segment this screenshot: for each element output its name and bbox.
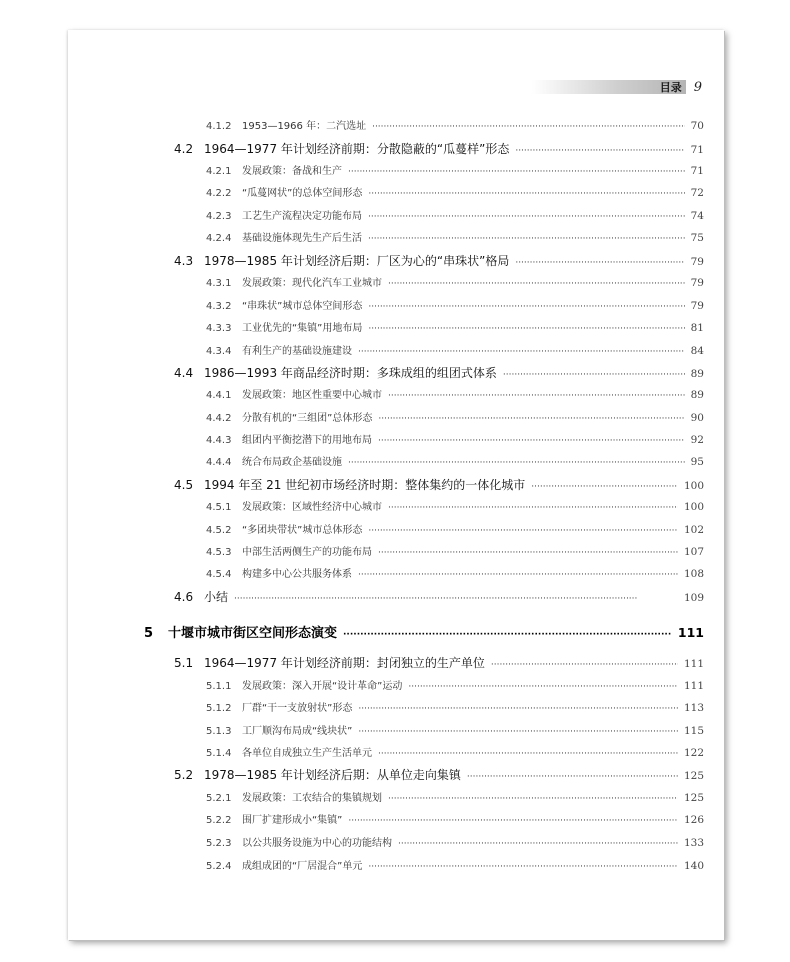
toc-entry-title: 1978—1985 年计划经济后期：从单位走向集镇 <box>204 768 461 782</box>
dot-leader <box>368 189 684 199</box>
dot-leader <box>388 794 678 804</box>
toc-entry-page: 79 <box>690 277 704 289</box>
toc-entry-title: 组团内平衡挖潜下的用地布局 <box>242 435 372 446</box>
toc-entry-title: 有利生产的基础设施建设 <box>242 346 352 357</box>
toc-entry-number: 4.2.3 <box>206 211 232 222</box>
dot-leader <box>408 682 678 692</box>
toc-section-entry[interactable] <box>174 252 704 269</box>
dot-leader <box>348 458 685 468</box>
toc-subsection-entry[interactable] <box>206 162 704 177</box>
toc-entry-title: 1978—1985 年计划经济后期：厂区为心的“串珠状”格局 <box>204 254 510 268</box>
dot-leader <box>358 570 678 580</box>
dot-leader <box>378 749 678 759</box>
toc-entry-title: 1953—1966 年：二汽选址 <box>242 121 367 132</box>
toc-entry-title: 中部生活两侧生产的功能布局 <box>242 547 372 558</box>
dot-leader <box>467 772 678 782</box>
toc-section-entry[interactable] <box>174 140 704 157</box>
toc-entry-title: “多团块带状”城市总体形态 <box>242 525 363 536</box>
dot-leader <box>372 122 685 132</box>
toc-entry-title: 1986—1993 年商品经济时期：多珠成组的组团式体系 <box>204 366 497 380</box>
toc-subsection-entry[interactable] <box>206 274 704 289</box>
dot-leader <box>515 258 684 268</box>
toc-entry-number: 4.3.1 <box>206 278 232 289</box>
dot-leader <box>368 324 684 334</box>
toc-entry-page: 89 <box>690 389 704 401</box>
dot-leader <box>358 727 678 737</box>
toc-entry-number: 4.2.1 <box>206 166 232 177</box>
toc-entry-number: 4.3.2 <box>206 301 232 312</box>
toc-subsection-entry[interactable] <box>206 297 704 312</box>
toc-subsection-entry[interactable] <box>206 565 704 580</box>
toc-section-entry[interactable] <box>174 476 704 493</box>
dot-leader <box>368 212 685 222</box>
dot-leader <box>368 526 678 536</box>
dot-leader <box>398 839 678 849</box>
toc-entry-number: 4.3.4 <box>206 346 232 357</box>
toc-entry-page: 72 <box>690 187 704 199</box>
toc-entry-title: 1994 年至 21 世纪初市场经济时期：整体集约的一体化城市 <box>204 478 526 492</box>
toc-entry-number: 4.4.2 <box>206 413 232 424</box>
header-page-number: 9 <box>693 79 702 95</box>
toc-entry-number: 4.5.2 <box>206 525 232 536</box>
toc-entry-title: 发展政策：深入开展“设计革命”运动 <box>242 681 403 692</box>
dot-leader <box>388 391 685 401</box>
toc-entry-page: 111 <box>683 658 704 670</box>
dot-leader <box>358 347 685 357</box>
toc-entry-title: “串珠状”城市总体空间形态 <box>242 301 363 312</box>
toc-entry-page: 122 <box>683 747 704 759</box>
toc-subsection-entry[interactable] <box>206 543 704 558</box>
toc-entry-number: 4.5.1 <box>206 502 232 513</box>
dot-leader <box>348 167 685 177</box>
toc-subsection-entry[interactable] <box>206 834 704 849</box>
toc-entry-number: 4.5.3 <box>206 547 232 558</box>
toc-entry-page: 84 <box>690 345 704 357</box>
toc-entry-number: 4.2 <box>174 142 194 156</box>
toc-entry-page: 100 <box>683 480 704 492</box>
toc-subsection-entry[interactable] <box>206 117 704 132</box>
toc-entry-title: 成组成团的“厂居混合”单元 <box>242 861 363 872</box>
dot-leader <box>515 146 684 156</box>
toc-subsection-entry[interactable] <box>206 319 704 334</box>
toc-entry-number: 5.1.2 <box>206 703 232 714</box>
toc-entry-title: 工艺生产流程决定功能布局 <box>242 211 362 222</box>
toc-entry-title: “瓜蔓网状”的总体空间形态 <box>242 188 363 199</box>
toc-entry-page: 113 <box>683 702 704 714</box>
toc-entry-number: 5.2.4 <box>206 861 232 872</box>
dot-leader <box>388 503 678 513</box>
toc-chapter-entry[interactable] <box>144 622 704 641</box>
toc-subsection-entry[interactable] <box>206 207 704 222</box>
toc-entry-title: 小结 <box>204 590 229 604</box>
toc-entry-title: 工业优先的“集镇”用地布局 <box>242 323 363 334</box>
dot-leader <box>368 862 678 872</box>
toc-entry-title: 1964—1977 年计划经济前期：封闭独立的生产单位 <box>204 656 485 670</box>
toc-entry-number: 5.1.3 <box>206 726 232 737</box>
toc-entry-page: 126 <box>683 814 704 826</box>
toc-subsection-entry[interactable] <box>206 498 704 513</box>
toc-subsection-entry[interactable] <box>206 744 704 759</box>
toc-entry-title: 发展政策：区域性经济中心城市 <box>242 502 382 513</box>
toc-entry-title: 基础设施体现先生产后生活 <box>242 233 362 244</box>
toc-entry-number: 4.5.4 <box>206 569 232 580</box>
toc-section-entry[interactable] <box>174 364 704 381</box>
toc-entry-page: 111 <box>683 680 704 692</box>
toc-entry-number: 5.2.3 <box>206 838 232 849</box>
toc-entry-number: 4.2.4 <box>206 233 232 244</box>
toc-entry-number: 5.1.4 <box>206 748 232 759</box>
toc-entry-title: 统合布局政企基础设施 <box>242 457 342 468</box>
dot-leader <box>378 436 685 446</box>
toc-entry-number: 5.2.2 <box>206 815 232 826</box>
toc-entry-page: 111 <box>677 625 704 640</box>
toc-subsection-entry[interactable] <box>206 722 704 737</box>
toc-entry-number: 5.2.1 <box>206 793 232 804</box>
toc-section-entry[interactable] <box>174 766 704 783</box>
toc-subsection-entry[interactable] <box>206 453 704 468</box>
toc-entry-page: 133 <box>683 837 704 849</box>
toc-entry-title: 构建多中心公共服务体系 <box>242 569 352 580</box>
toc-entry-title: 十堰市城市街区空间形态演变 <box>168 626 338 641</box>
toc-entry-page: 89 <box>690 368 704 380</box>
toc-entry-page: 107 <box>683 546 704 558</box>
toc-section-entry[interactable] <box>174 654 704 671</box>
toc-entry-page: 70 <box>690 120 704 132</box>
toc-entry-page: 92 <box>690 434 704 446</box>
toc-entry-number: 4.4 <box>174 366 194 380</box>
toc-subsection-entry[interactable] <box>206 184 704 199</box>
toc-entry-page: 81 <box>690 322 704 334</box>
toc-entry-page: 71 <box>690 144 704 156</box>
dot-leader <box>348 816 678 826</box>
toc-entry-title: 发展政策：现代化汽车工业城市 <box>242 278 382 289</box>
toc-entry-page: 125 <box>683 770 704 782</box>
toc-entry-title: 厂群“干一支放射状”形态 <box>242 703 353 714</box>
toc-entry-title: 发展政策：地区性重要中心城市 <box>242 390 382 401</box>
toc-entry-page: 108 <box>683 568 704 580</box>
toc-entry-number: 5.1.1 <box>206 681 232 692</box>
toc-entry-page: 79 <box>690 300 704 312</box>
dot-leader <box>343 630 672 640</box>
toc-entry-number: 4.2.2 <box>206 188 232 199</box>
toc-subsection-entry[interactable] <box>206 229 704 244</box>
toc-entry-page: 95 <box>690 456 704 468</box>
toc-entry-page: 140 <box>683 860 704 872</box>
toc-entry-number: 4.4.4 <box>206 457 232 468</box>
toc-subsection-entry[interactable] <box>206 342 704 357</box>
toc-entry-number: 4.5 <box>174 478 194 492</box>
toc-entry-page: 125 <box>683 792 704 804</box>
toc-subsection-entry[interactable] <box>206 789 704 804</box>
toc-section-entry[interactable] <box>174 588 704 605</box>
toc-entry-number: 4.1.2 <box>206 121 232 132</box>
dot-leader <box>491 660 678 670</box>
header-title: 目录 <box>659 81 682 94</box>
toc-entry-page: 115 <box>683 725 704 737</box>
toc-entry-number: 5.2 <box>174 768 194 782</box>
toc-entry-title: 发展政策：工农结合的集镇规划 <box>242 793 382 804</box>
toc-entry-number: 4.4.3 <box>206 435 232 446</box>
dot-leader <box>503 370 685 380</box>
toc-subsection-entry[interactable] <box>206 386 704 401</box>
toc-entry-title: 各单位自成独立生产生活单元 <box>242 748 372 759</box>
toc-entry-page: 71 <box>690 165 704 177</box>
dot-leader <box>368 234 685 244</box>
toc-entry-page: 75 <box>690 232 704 244</box>
toc-entry-title: 发展政策：备战和生产 <box>242 166 342 177</box>
toc-subsection-entry[interactable] <box>206 521 704 536</box>
toc-entry-title: 1964—1977 年计划经济前期：分散隐蔽的“瓜蔓样”形态 <box>204 142 510 156</box>
dot-leader <box>234 594 678 604</box>
toc-entry-number: 4.3 <box>174 254 194 268</box>
dot-leader <box>368 302 684 312</box>
toc-entry-title: 分散有机的“三组团”总体形态 <box>242 413 373 424</box>
toc-entry-number: 5 <box>144 626 154 641</box>
toc-entry-page: 102 <box>683 524 704 536</box>
toc-entry-title: 工厂顺沟布局成“线块状” <box>242 726 353 737</box>
toc-entry-number: 4.6 <box>174 590 194 604</box>
dot-leader <box>378 548 678 558</box>
toc-entry-page: 79 <box>690 256 704 268</box>
toc-entry-number: 4.3.3 <box>206 323 232 334</box>
dot-leader <box>388 279 685 289</box>
toc-entry-page: 74 <box>690 210 704 222</box>
toc-entry-page: 109 <box>683 592 704 604</box>
toc-entry-title: 以公共服务设施为中心的功能结构 <box>242 838 392 849</box>
dot-leader <box>358 704 678 714</box>
dot-leader <box>531 482 678 492</box>
toc-subsection-entry[interactable] <box>206 857 704 872</box>
toc-subsection-entry[interactable] <box>206 409 704 424</box>
toc-subsection-entry[interactable] <box>206 699 704 714</box>
toc-entry-page: 100 <box>683 501 704 513</box>
toc-entry-number: 5.1 <box>174 656 194 670</box>
toc-entry-title: 围厂扩建形成小“集镇” <box>242 815 343 826</box>
dot-leader <box>378 414 684 424</box>
toc-subsection-entry[interactable] <box>206 677 704 692</box>
toc-entry-page: 90 <box>690 412 704 424</box>
toc-subsection-entry[interactable] <box>206 811 704 826</box>
toc-subsection-entry[interactable] <box>206 431 704 446</box>
toc-entry-number: 4.4.1 <box>206 390 232 401</box>
